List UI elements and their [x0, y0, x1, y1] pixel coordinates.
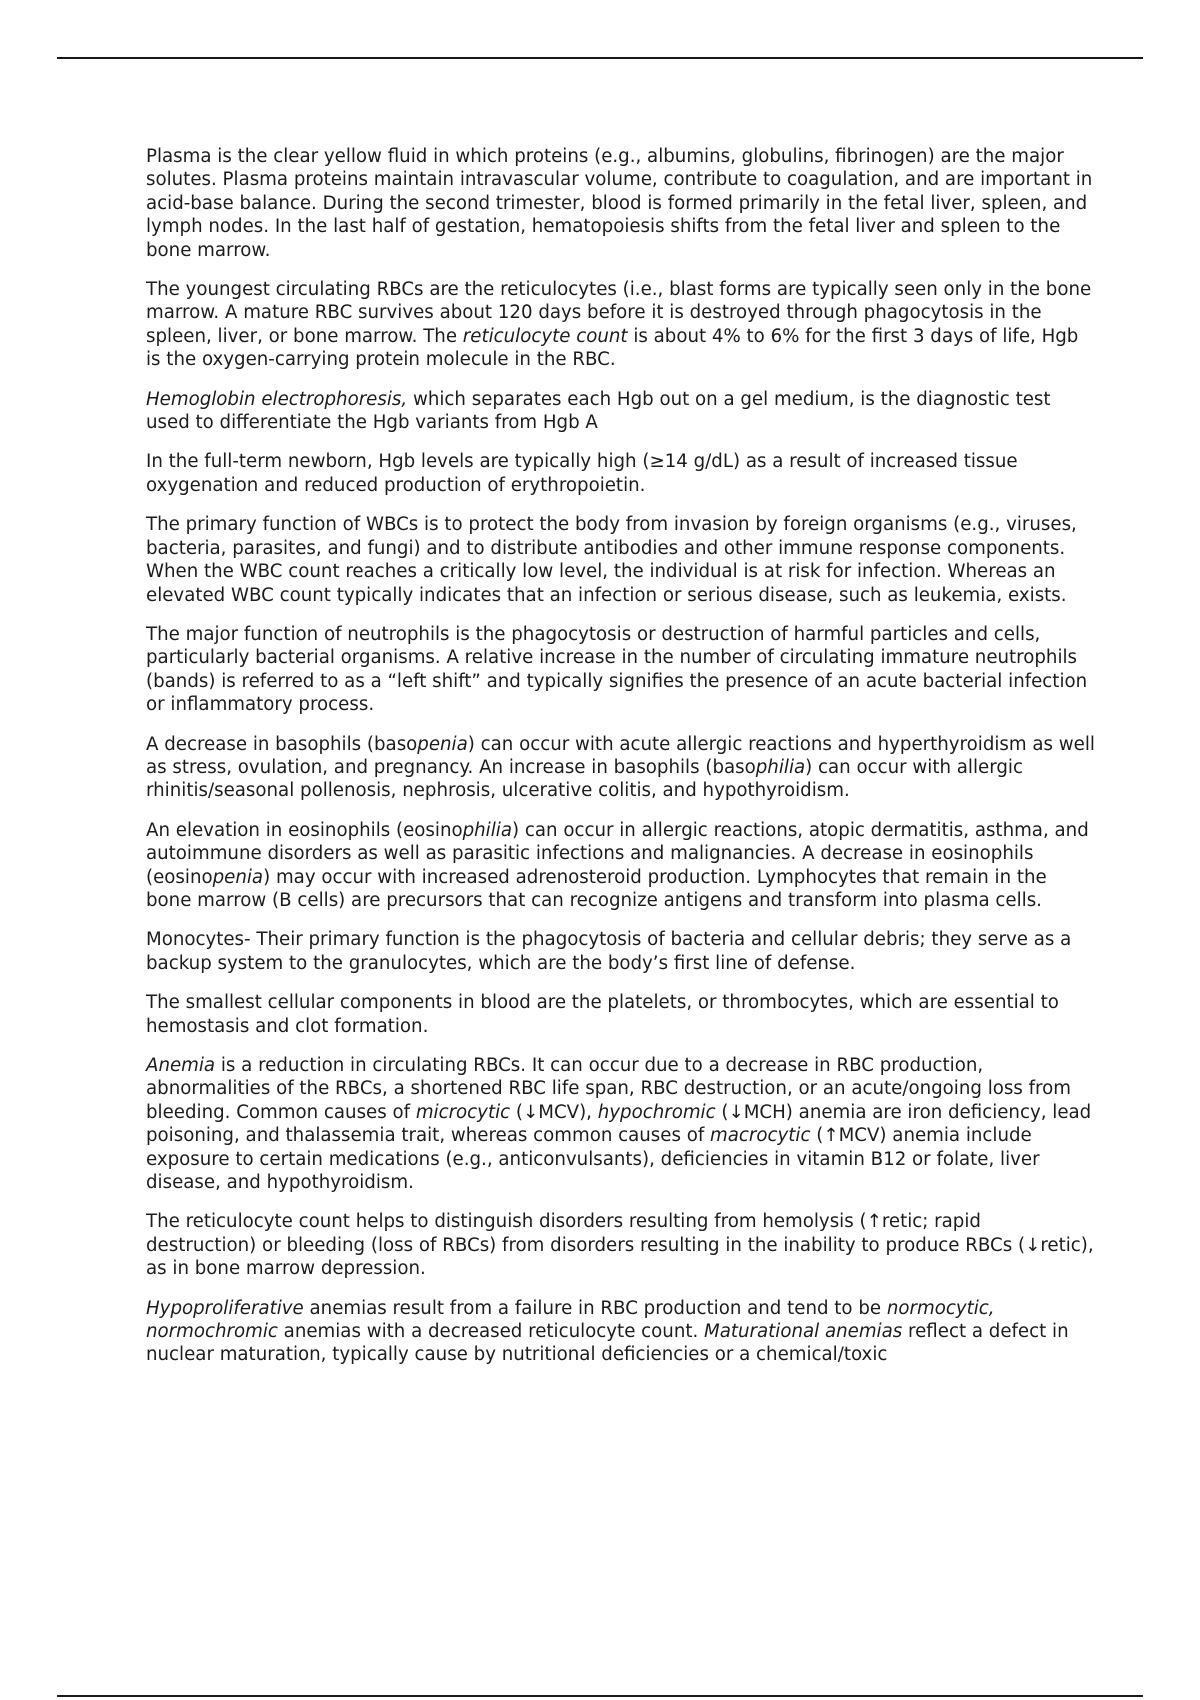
text-run: ) may occur with increased adrenosteroid production. Lymphocytes that remain in the bone marrow (B cells) are precursors that can recognize antigens and transform into plasma cells. — [146, 866, 1047, 911]
paragraph-2 — [146, 278, 1096, 372]
text-run: is a reduction in circulating RBCs. It can occur due to a decrease in RBC production, abnormalities of the RBCs, a shortened RBC life span, RBC destruction, or an acute/ongoing loss from bleeding. Common causes of — [146, 1055, 1071, 1123]
text-run: ) can occur with allergic rhinitis/seasonal pollenosis, nephrosis, ulcerative colitis, and hypothyroidism. — [146, 756, 1023, 802]
text-run: An elevation in eosinophils (eosino — [146, 819, 463, 841]
text-run: (↓MCH) anemia are iron deficiency, lead poisoning, and thalassemia trait, whereas common causes of — [146, 1101, 1092, 1147]
text-run: reflect a defect in nuclear maturation, typically cause by nutritional deficiencies or a chemical/toxic — [146, 1321, 1069, 1366]
italic-term: Maturational anemias — [704, 1321, 903, 1343]
text-run: A decrease in basophils (baso — [146, 733, 418, 755]
paragraph-6 — [146, 623, 1096, 717]
text-run: The youngest circulating RBCs are the reticulocytes (i.e., blast forms are typically seen only in the bone marrow. A mature RBC survives about 120 days before it is destroyed through phagocytosis in the spleen, liver, or bone marrow. The — [146, 279, 1092, 347]
italic-term: Anemia — [146, 1055, 216, 1076]
text-run: ) can occur with acute allergic reactions and hyperthyroidism as well as stress, ovulation, and pregnancy. An increase in basophils (baso — [146, 733, 1095, 778]
italic-term: hypochromic — [597, 1101, 716, 1123]
text-run: anemias with a decreased reticulocyte count. — [277, 1321, 705, 1343]
text-run: The reticulocyte count helps to distinguish disorders resulting from hemolysis (↑retic; rapid destruction) or bleeding (loss of RBCs) from disorders resulting in the inability to produce RBCs (↓retic), as in bone marrow depression. — [146, 1211, 1094, 1280]
text-run: ) can occur in allergic reactions, atopic dermatitis, asthma, and autoimmune disorders as well as parasitic infections and malignancies. A decrease in eosinophils (eosino — [146, 819, 1089, 888]
text-run: (↓MCV), — [510, 1101, 598, 1123]
italic-term: penia — [212, 866, 264, 888]
text-run: is about 4% to 6% for the first 3 days of life, Hgb is the oxygen-carrying protein molecule in the RBC. — [146, 325, 1079, 371]
text-run: anemias result from a failure in RBC production and tend to be — [303, 1297, 887, 1319]
italic-term: reticulocyte count — [462, 325, 628, 347]
paragraph-13 — [146, 1297, 1096, 1367]
italic-term: philia — [462, 819, 512, 841]
italic-term: normocytic, normochromic — [146, 1297, 995, 1343]
italic-term: macrocytic — [710, 1125, 811, 1147]
paragraph-3 — [146, 388, 1096, 435]
italic-term: Hemoglobin electrophoresis, — [146, 388, 408, 410]
text-run: In the full-term newborn, Hgb levels are typically high (≥14 g/dL) as a result of increased tissue oxygenation and reduced production of erythropoietin. — [146, 451, 1018, 496]
header-rule — [57, 57, 1143, 59]
paragraph-7 — [146, 733, 1096, 803]
italic-term: philia — [755, 756, 806, 778]
paragraph-1 — [146, 145, 1096, 262]
document-body — [146, 145, 1096, 1367]
text-run: The smallest cellular components in blood are the platelets, or thrombocytes, which are essential to hemostasis and clot formation. — [146, 992, 1059, 1037]
text-run: The major function of neutrophils is the phagocytosis or destruction of harmful particles and cells, particularly bacterial organisms. A relative increase in the number of circulating immature neutrophils (bands) is referred to as a “left shift” and typically signifies the presence of an acute bacterial infection or inflammatory process. — [146, 623, 1088, 716]
text-run: (↑MCV) anemia include exposure to certain medications (e.g., anticonvulsants), deficiencies in vitamin B12 or folate, liver disease, and hypothyroidism. — [146, 1125, 1040, 1194]
paragraph-10 — [146, 991, 1096, 1038]
text-run: which separates each Hgb out on a gel medium, is the diagnostic test used to differentiate the Hgb variants from Hgb A — [146, 388, 1051, 434]
paragraph-12 — [146, 1210, 1096, 1280]
text-run: Plasma is the clear yellow fluid in which proteins (e.g., albumins, globulins, fibrinogen) are the major solutes. Plasma proteins maintain intravascular volume, contribute to coagulation, and are important in acid-base balance. During the second trimester, blood is formed primarily in the fetal liver, spleen, and lymph nodes. In the last half of gestation, hematopoiesis shifts from the fetal liver and spleen to the bone marrow. — [146, 146, 1093, 261]
text-run: Monocytes- Their primary function is the phagocytosis of bacteria and cellular debris; they serve as a backup system to the granulocytes, which are the body’s first line of defense. — [146, 929, 1072, 974]
paragraph-11 — [146, 1054, 1096, 1194]
text-run: The primary function of WBCs is to protect the body from invasion by foreign organisms (e.g., viruses, bacteria, parasites, and fungi) and to distribute antibodies and other immune response components. When the WBC count reaches a critically low level, the individual is at risk for infection. Whereas an elevated WBC count typically indicates that an infection or serious disease, such as leukemia, exists. — [146, 514, 1077, 606]
paragraph-8 — [146, 819, 1096, 913]
italic-term: Hypoproliferative — [146, 1297, 304, 1319]
paragraph-5 — [146, 513, 1096, 607]
paragraph-9 — [146, 928, 1096, 975]
footer-rule — [57, 1695, 1143, 1697]
paragraph-4 — [146, 450, 1096, 497]
italic-term: penia — [417, 733, 468, 755]
italic-term: microcytic — [415, 1101, 511, 1123]
